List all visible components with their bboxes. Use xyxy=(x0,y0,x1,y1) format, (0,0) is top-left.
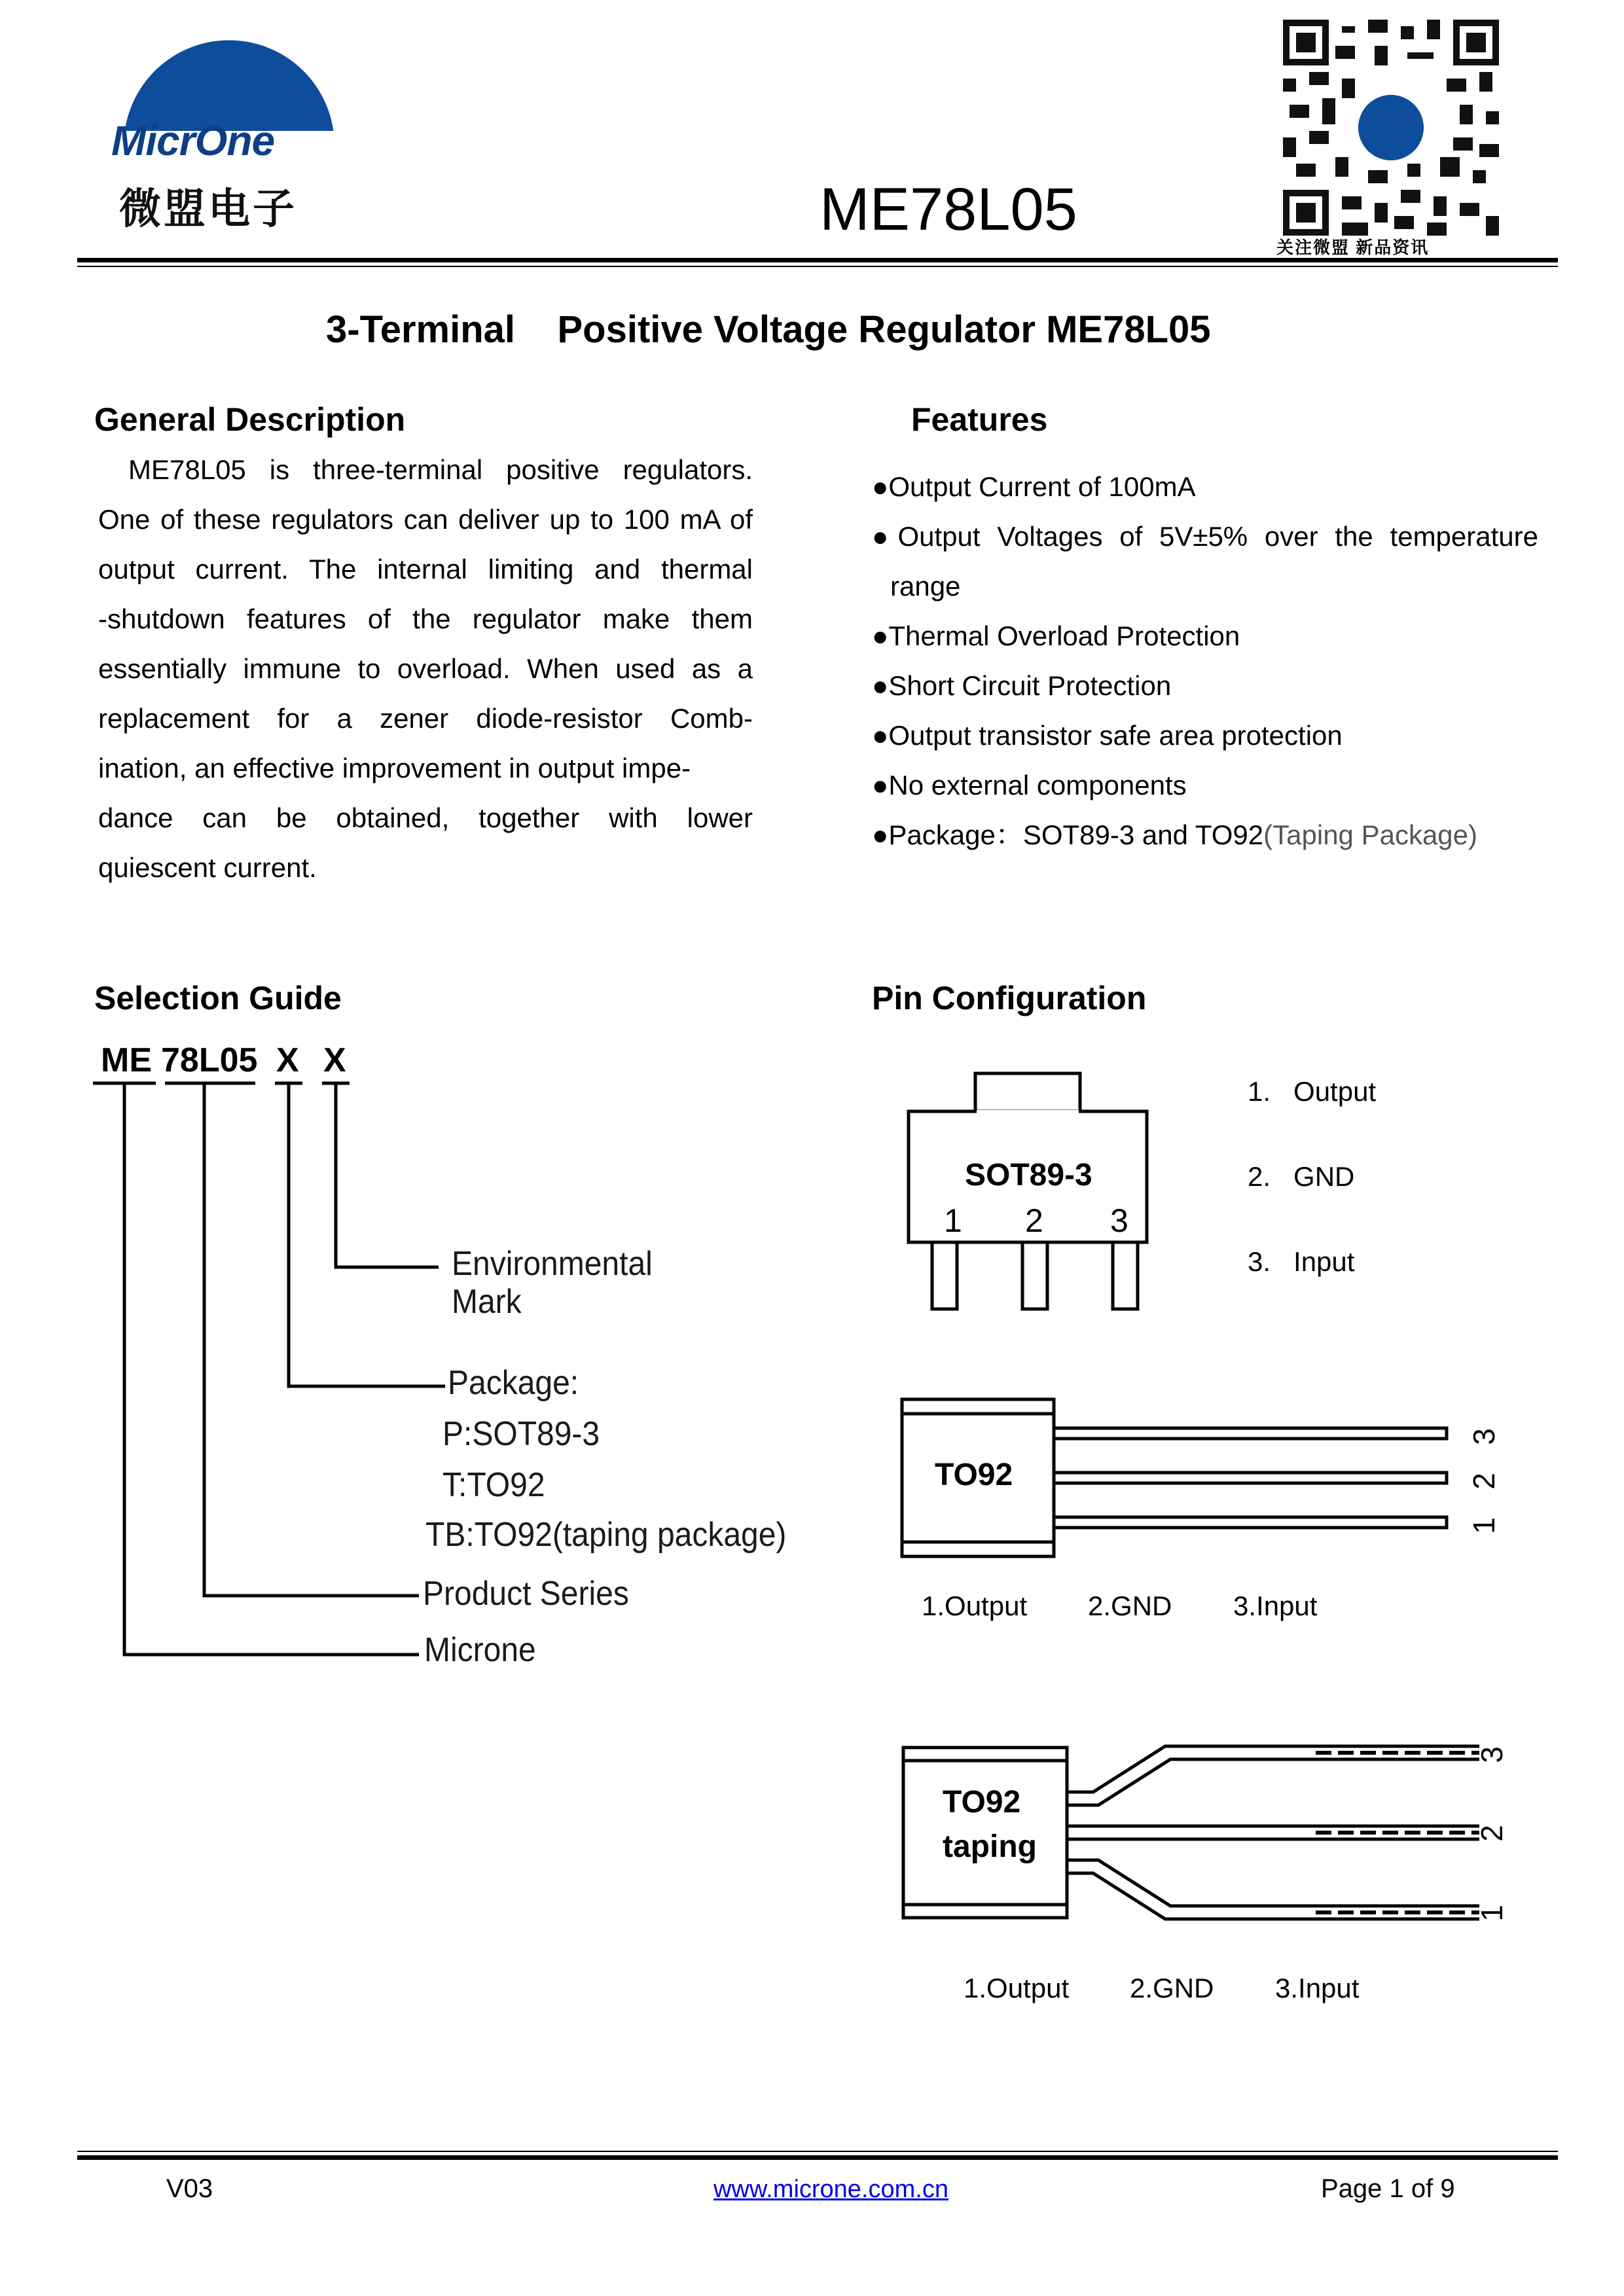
feature-item: ●No external components xyxy=(872,770,1187,800)
footer-rule-thin xyxy=(77,2151,1558,2152)
description-line: replacement for a zener diode-resistor Comb- xyxy=(98,703,753,734)
feature-item xyxy=(872,810,1538,860)
qr-code xyxy=(1283,20,1499,236)
logo-brand-text: MicrOne xyxy=(111,117,275,164)
general-description-heading: General Description xyxy=(94,401,406,438)
document-title: ME78L05 xyxy=(820,176,1077,243)
features-heading: Features xyxy=(911,401,1048,438)
to92-taping-legend-input: 3.Input xyxy=(1275,1973,1360,2003)
label-product-series: Product Series xyxy=(423,1575,629,1613)
to92-taping-label-line1: TO92 xyxy=(943,1785,1021,1820)
label-package-t: T:TO92 xyxy=(442,1466,545,1505)
feature-item: ●Short Circuit Protection xyxy=(872,670,1172,701)
description-line: dance can be obtained, together with lower xyxy=(98,802,753,833)
sot89-pin-2: 2 xyxy=(1025,1202,1043,1239)
to92-taping-pin-2: 2 xyxy=(1474,1825,1509,1842)
pin-configuration-heading: Pin Configuration xyxy=(872,980,1147,1016)
footer-page-number: Page 1 of 9 xyxy=(1321,2174,1455,2203)
feature-item: ●Output transistor safe area protection xyxy=(872,720,1343,751)
selection-guide-heading: Selection Guide xyxy=(94,980,342,1016)
footer-version: V03 xyxy=(166,2174,213,2203)
description-line: essentially immune to overload. When used as a xyxy=(98,653,753,684)
to92-pin-3: 3 xyxy=(1466,1428,1501,1445)
to92-legend-output: 1.Output xyxy=(922,1590,1028,1621)
sot89-pin-3: 3 xyxy=(1110,1202,1128,1239)
label-microne: Microne xyxy=(424,1631,536,1670)
label-package-p: P:SOT89-3 xyxy=(442,1415,600,1454)
feature-item: ●Thermal Overload Protection xyxy=(872,620,1240,651)
sot89-pin-desc: 1. Output xyxy=(1248,1076,1377,1107)
to92-taping-label-line2: taping xyxy=(943,1829,1037,1864)
selection-guide-diagram xyxy=(0,0,851,1702)
description-line: output current. The internal limiting and thermal xyxy=(98,554,753,584)
sot89-label: SOT89-3 xyxy=(965,1158,1092,1193)
to92-pin-2: 2 xyxy=(1466,1473,1501,1490)
feature-package-suffix: (Taping Package) xyxy=(1263,819,1478,850)
feature-item: ●Output Current of 100mA xyxy=(872,471,1196,502)
sot89-pin-1: 1 xyxy=(944,1202,962,1239)
label-package-tb: TB:TO92(taping package) xyxy=(425,1516,787,1554)
code-series: 78L05 xyxy=(161,1041,258,1079)
label-mark: Mark xyxy=(452,1283,522,1321)
to92-taping-pin-3: 3 xyxy=(1474,1746,1509,1763)
to92-legend-gnd: 2.GND xyxy=(1088,1590,1172,1621)
to92-pin-1: 1 xyxy=(1466,1517,1501,1534)
description-line: -shutdown features of the regulator make them xyxy=(98,603,753,634)
feature-item: ●Output Voltages of 5V±5% over the temperature xyxy=(872,521,1538,552)
label-environmental: Environmental xyxy=(452,1245,653,1283)
to92-taping-pin-1: 1 xyxy=(1474,1905,1509,1922)
description-line: One of these regulators can deliver up to 100 mA of xyxy=(98,504,753,535)
code-x2: X xyxy=(323,1041,346,1079)
logo-cn-text: 微盟电子 xyxy=(119,185,297,232)
code-x1: X xyxy=(276,1041,299,1079)
label-package: Package: xyxy=(448,1364,579,1403)
sot89-pin-desc: 3. Input xyxy=(1248,1246,1355,1277)
to92-label: TO92 xyxy=(935,1458,1013,1492)
to92-taping-legend-output: 1.Output xyxy=(964,1973,1070,2003)
to92-taping-legend-gnd: 2.GND xyxy=(1130,1973,1214,2003)
feature-item: range xyxy=(890,571,961,601)
code-prefix: ME xyxy=(101,1041,152,1079)
qr-caption: 关注微盟 新品资讯 xyxy=(1276,238,1430,257)
main-title: 3-Terminal Positive Voltage Regulator ME78L05 xyxy=(326,308,1211,351)
description-line: ME78L05 is three-terminal positive regulators. xyxy=(128,454,753,485)
footer-rule-thick xyxy=(77,2155,1558,2160)
footer-website-link[interactable]: www.microne.com.cn xyxy=(713,2176,948,2203)
to92-legend-input: 3.Input xyxy=(1233,1590,1318,1621)
feature-package-text: ●Package：SOT89-3 and TO92 xyxy=(872,819,1264,850)
features-list xyxy=(872,462,1538,860)
description-line: quiescent current. xyxy=(98,852,317,883)
description-line: ination, an effective improvement in output impe- xyxy=(98,753,691,783)
sot89-pin-desc: 2. GND xyxy=(1248,1161,1355,1192)
